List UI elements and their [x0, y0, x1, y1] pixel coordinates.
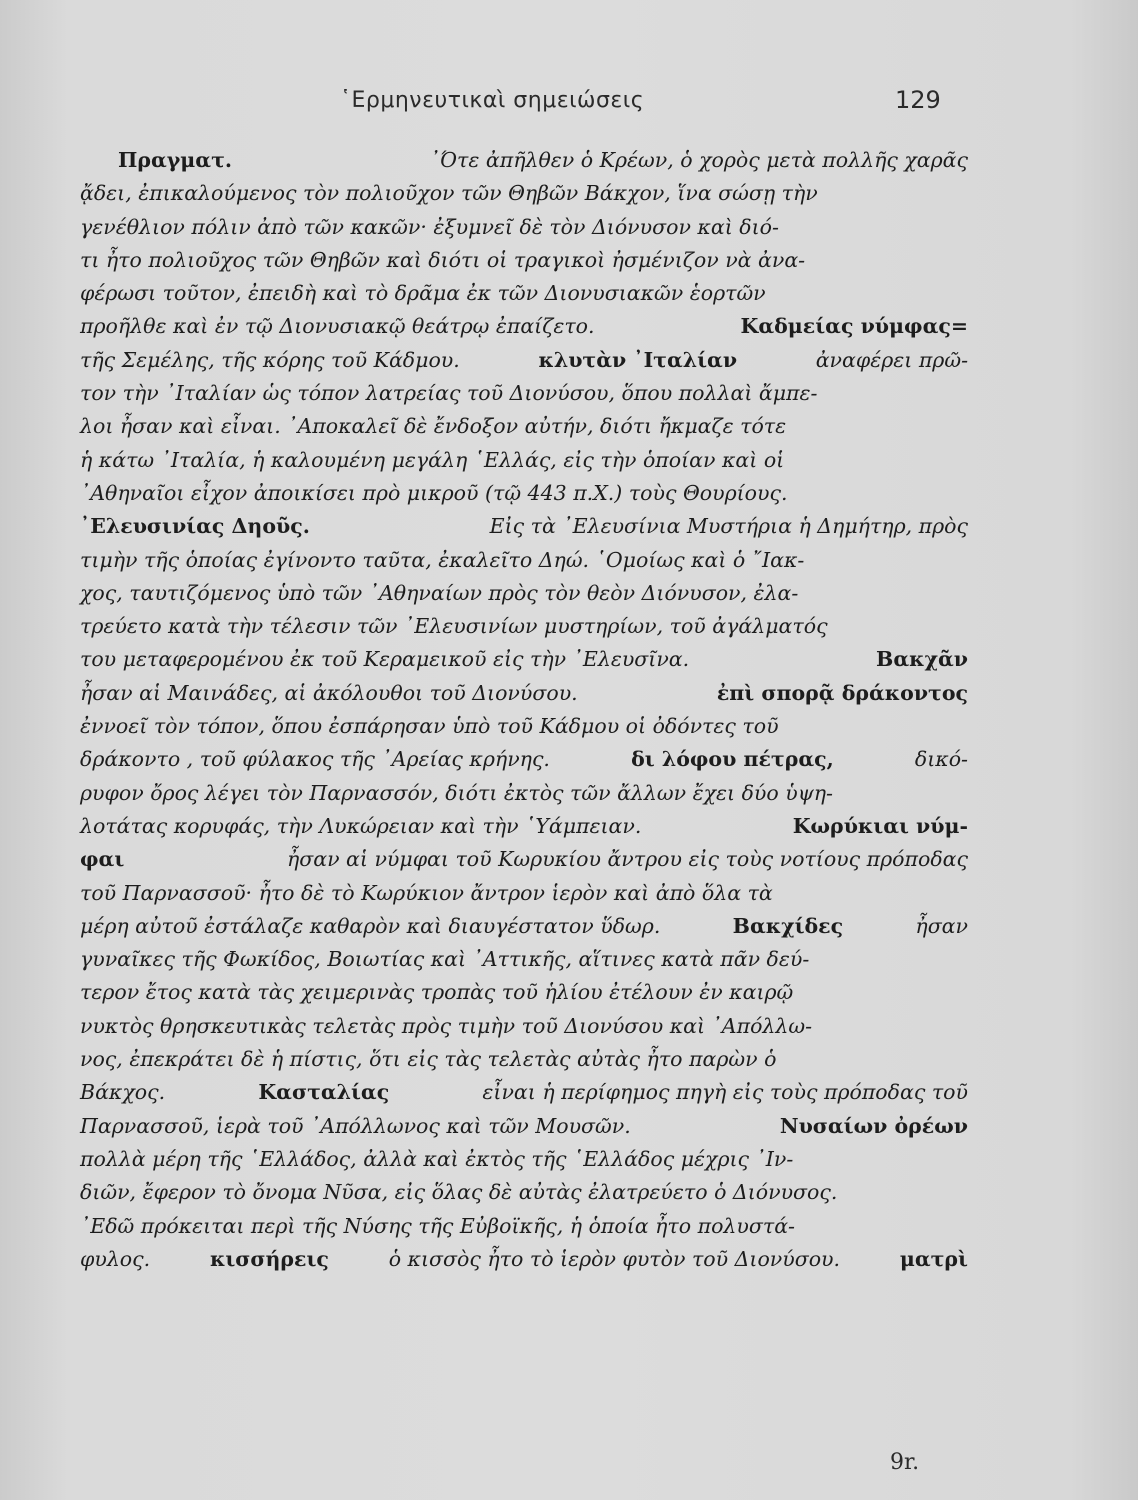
text-segment: Εἰς τὰ ᾿Ελευσίνια Μυστήρια ἡ Δημήτηρ, πρὸς — [489, 514, 968, 539]
text-segment: χος, ταυτιζόμενος ὑπὸ τῶν ᾿Αθηναίων πρὸς τὸν θεὸν Διόνυσον, ἐλα- — [80, 580, 799, 605]
text-segment: του μεταφερομένου ἐκ τοῦ Κεραμεικοῦ εἰς τὴν ᾿Ελευσῖνα. — [80, 647, 690, 672]
text-segment: τερον ἔτος κατὰ τὰς χειμερινὰς τροπὰς τοῦ ἡλίου ἐτέλουν ἐν καιρῷ — [80, 980, 794, 1005]
text-line — [80, 1176, 968, 1209]
text-segment: φυλος. — [80, 1246, 151, 1271]
text-line — [80, 877, 968, 910]
text-segment: ᾄδει, ἐπικαλούμενος τὸν πολιοῦχον τῶν Θηβῶν Βάκχον, ἵνα σώσῃ τὴν — [80, 181, 818, 206]
text-line — [80, 777, 968, 810]
text-line — [80, 1143, 968, 1176]
text-segment: ἦσαν — [915, 913, 968, 938]
text-line — [80, 643, 968, 676]
text-line — [80, 144, 968, 177]
text-segment: λοτάτας κορυφάς, τὴν Λυκώρειαν καὶ τὴν ῾Υάμπειαν. — [80, 813, 642, 838]
text-line — [80, 244, 968, 277]
text-segment: προῆλθε καὶ ἐν τῷ Διονυσιακῷ θεάτρῳ ἐπαίζετο. — [80, 314, 595, 339]
text-segment: τι ἦτο πολιοῦχος τῶν Θηβῶν καὶ διότι οἱ τραγικοὶ ἠσμένιζον νὰ ἀνα- — [80, 247, 806, 272]
lemma-bold: Πραγματ. — [118, 148, 233, 172]
text-segment: ἀναφέρει πρῶ- — [815, 347, 968, 372]
text-line — [80, 976, 968, 1009]
text-segment: ᾿Ότε ἀπῆλθεν ὁ Κρέων, ὁ χορὸς μετὰ πολλῆς χαρᾶς — [429, 148, 968, 172]
text-segment: πολλὰ μέρη τῆς ῾Ελλάδος, ἀλλὰ καὶ ἐκτὸς τῆς ῾Ελλάδος μέχρις ᾿Ιν- — [80, 1146, 794, 1171]
text-segment: ἦσαν αἱ νύμφαι τοῦ Κωρυκίου ἄντρου εἰς τοὺς νοτίους πρόποδας — [286, 847, 968, 872]
running-title: ῾Ερμηνευτικαὶ σημειώσεις — [340, 88, 645, 113]
text-line — [80, 477, 968, 510]
text-segment: μέρη αὐτοῦ ἐστάλαζε καθαρὸν καὶ διαυγέστατον ὕδωρ. — [80, 913, 661, 938]
text-line — [80, 277, 968, 310]
text-segment: λοι ἦσαν καὶ εἶναι. ᾿Αποκαλεῖ δὲ ἔνδοξον αὐτήν, διότι ἤκμαζε τότε — [80, 414, 787, 439]
text-line — [80, 843, 968, 876]
text-segment: τοῦ Παρνασσοῦ· ἦτο δὲ τὸ Κωρύκιον ἄντρον ἱερὸν καὶ ἀπὸ ὅλα τὰ — [80, 880, 773, 905]
text-segment: γενέθλιον πόλιν ἀπὸ τῶν κακῶν· ἐξυμνεῖ δὲ τὸν Διόνυσον καὶ διό- — [80, 214, 779, 239]
text-line — [80, 1043, 968, 1076]
text-segment: ρυφον ὄρος λέγει τὸν Παρνασσόν, διότι ἐκτὸς τῶν ἄλλων ἔχει δύο ὑψη- — [80, 780, 833, 805]
lemma-bold: ἐπὶ σπορᾷ δράκοντος — [716, 680, 968, 705]
text-line — [80, 943, 968, 976]
lemma-bold: Νυσαίων ὀρέων — [779, 1113, 968, 1138]
lemma-bold: ᾿Ελευσινίας Δηοῦς. — [80, 514, 310, 539]
text-line — [80, 610, 968, 643]
lemma-bold: Βακχίδες — [732, 913, 844, 938]
text-line — [80, 1243, 968, 1276]
text-segment: διῶν, ἔφερον τὸ ὄνομα Νῦσα, εἰς ὅλας δὲ αὐτὰς ἐλατρεύετο ὁ Διόνυσος. — [80, 1180, 838, 1205]
text-segment: εἶναι ἡ περίφημος πηγὴ εἰς τοὺς πρόποδας τοῦ — [482, 1080, 968, 1105]
lemma-bold: δι λόφου πέτρας, — [631, 747, 834, 772]
text-line — [80, 211, 968, 244]
text-line — [80, 510, 968, 543]
text-segment: τρεύετο κατὰ τὴν τέλεσιν τῶν ᾿Ελευσινίων μυστηρίων, τοῦ ἀγάλματός — [80, 614, 828, 639]
text-line — [80, 1076, 968, 1109]
text-line — [80, 444, 968, 477]
text-line — [80, 1010, 968, 1043]
text-segment: νυκτὸς θρησκευτικὰς τελετὰς πρὸς τιμὴν τοῦ Διονύσου καὶ ᾿Απόλλω- — [80, 1013, 813, 1038]
page-number: 129 — [895, 86, 941, 114]
text-segment: γυναῖκες τῆς Φωκίδος, Βοιωτίας καὶ ᾿Αττικῆς, αἵτινες κατὰ πᾶν δεύ- — [80, 947, 810, 972]
text-segment: ᾿Αθηναῖοι εἶχον ἀποικίσει πρὸ μικροῦ (τῷ 443 π.Χ.) τοὺς Θουρίους. — [80, 480, 788, 505]
text-segment: φέρωσι τοῦτον, ἐπειδὴ καὶ τὸ δρᾶμα ἐκ τῶν Διονυσιακῶν ἑορτῶν — [80, 281, 766, 306]
commentary-text — [80, 144, 968, 1276]
text-segment: τιμὴν τῆς ὁποίας ἐγίνοντο ταῦτα, ἐκαλεῖτο Δηώ. ῾Ομοίως καὶ ὁ ῎Ιακ- — [80, 547, 805, 572]
text-line — [80, 177, 968, 210]
text-segment: νος, ἐπεκράτει δὲ ἡ πίστις, ὅτι εἰς τὰς τελετὰς αὐτὰς ἦτο παρὼν ὁ — [80, 1047, 777, 1072]
text-line — [80, 1210, 968, 1243]
printer-signature-mark: 9r. — [890, 1450, 920, 1475]
text-line — [80, 810, 968, 843]
text-segment: δικό- — [914, 747, 968, 772]
lemma-bold: Κωρύκιαι νύμ- — [792, 813, 968, 838]
lemma-bold: Κασταλίας — [258, 1080, 390, 1105]
text-line — [80, 677, 968, 710]
text-line — [80, 410, 968, 443]
lemma-bold: ματρὶ — [899, 1246, 968, 1271]
text-line — [80, 1110, 968, 1143]
text-segment: Βάκχος. — [80, 1080, 166, 1105]
text-segment: τον τὴν ᾿Ιταλίαν ὡς τόπον λατρείας τοῦ Διονύσου, ὅπου πολλαὶ ἄμπε- — [80, 381, 818, 406]
text-segment: δράκοντο , τοῦ φύλακος τῆς ᾿Αρείας κρήνης. — [80, 747, 550, 772]
text-segment: Παρνασσοῦ, ἱερὰ τοῦ ᾿Απόλλωνος καὶ τῶν Μουσῶν. — [80, 1113, 631, 1138]
text-line — [80, 310, 968, 343]
lemma-bold: Βακχᾶν — [876, 647, 968, 672]
text-line — [80, 377, 968, 410]
text-line — [80, 743, 968, 776]
text-line — [80, 910, 968, 943]
text-line — [80, 544, 968, 577]
lemma-bold: κισσήρεις — [209, 1246, 329, 1271]
text-segment: ἡ κάτω ᾿Ιταλία, ἡ καλουμένη μεγάλη ῾Ελλάς, εἰς τὴν ὁποίαν καὶ οἱ — [80, 447, 785, 472]
text-segment: ᾿Εδῶ πρόκειται περὶ τῆς Νύσης τῆς Εὐβοϊκῆς, ἡ ὁποία ἦτο πολυστά- — [80, 1213, 795, 1238]
lemma-bold: φαι — [80, 847, 125, 872]
text-line — [80, 344, 968, 377]
text-line — [80, 710, 968, 743]
text-segment: ὁ κισσὸς ἦτο τὸ ἱερὸν φυτὸν τοῦ Διονύσου. — [388, 1246, 841, 1271]
lemma-bold: κλυτὰν ᾿Ιταλίαν — [538, 347, 738, 372]
text-segment: ἦσαν αἱ Μαινάδες, αἱ ἀκόλουθοι τοῦ Διονύσου. — [80, 680, 578, 705]
text-segment: ἐννοεῖ τὸν τόπον, ὅπου ἐσπάρησαν ὑπὸ τοῦ Κάδμου οἱ ὀδόντες τοῦ — [80, 714, 779, 739]
lemma-bold: Καδμείας νύμφας= — [740, 314, 968, 339]
text-segment: τῆς Σεμέλης, τῆς κόρης τοῦ Κάδμου. — [80, 347, 460, 372]
text-line — [80, 577, 968, 610]
